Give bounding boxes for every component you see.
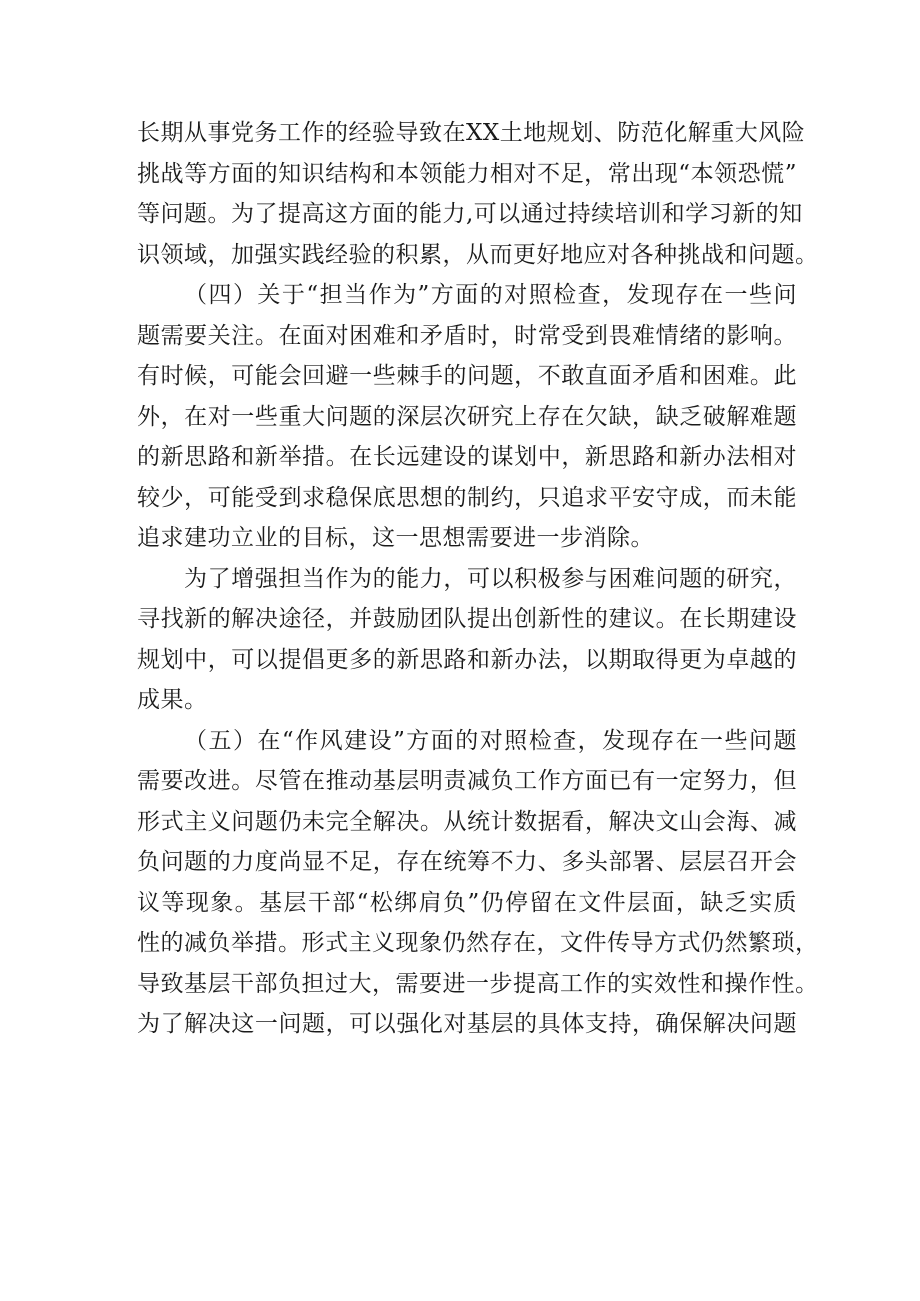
document-body [137, 113, 819, 1045]
text-line: 成果。 [137, 687, 208, 713]
text-line: 负问题的力度尚显不足，存在统筹不力、多头部署、层层召开会 [137, 849, 797, 875]
text-line: 长期从事党务工作的经验导致在XX土地规划、防范化解重大风险 [137, 120, 806, 146]
text-line: 的新思路和新举措。在长远建设的谋划中，新思路和新办法相对 [137, 444, 797, 470]
text-line: 识领域，加强实践经验的积累，从而更好地应对各种挑战和问题。 [137, 241, 819, 268]
text-line: 有时候，可能会回避一些棘手的问题，不敢直面矛盾和困难。此 [137, 363, 797, 389]
text-line: 题需要关注。在面对困难和矛盾时，时常受到畏难情绪的影响。 [137, 322, 797, 349]
paragraph-heading-line: （四）关于“担当作为”方面的对照检查，发现存在一些问 [184, 282, 797, 308]
text-line: 追求建功立业的目标，这一思想需要进一步消除。 [137, 525, 654, 551]
text-line: 等问题。为了提高这方面的能力,可以通过持续培训和学习新的知 [137, 201, 803, 227]
text-line: 规划中，可以提倡更多的新思路和新办法，以期取得更为卓越的 [137, 646, 797, 673]
text-line: 议等现象。基层干部“松绑肩负”仍停留在文件层面，缺乏实质 [137, 889, 797, 916]
text-line: 寻找新的解决途径，并鼓励团队提出创新性的建议。在长期建设 [137, 606, 797, 632]
text-line: 较少，可能受到求稳保底思想的制约，只追求平安守成，而未能 [137, 484, 797, 511]
text-line: 为了解决这一问题，可以强化对基层的具体支持，确保解决问题 [137, 1011, 797, 1037]
paragraph-heading-line: （五）在“作风建设”方面的对照检查，发现存在一些问题 [184, 727, 797, 754]
text-line: 导致基层干部负担过大，需要进一步提高工作的实效性和操作性。 [137, 970, 819, 997]
text-line: 形式主义问题仍未完全解决。从统计数据看，解决文山会海、减 [137, 808, 797, 835]
text-line: 性的减负举措。形式主义现象仍然存在，文件传导方式仍然繁琐， [137, 930, 819, 956]
text-line: 外，在对一些重大问题的深层次研究上存在欠缺，缺乏破解难题 [137, 403, 797, 430]
text-line: 需要改进。尽管在推动基层明责减负工作方面已有一定努力，但 [137, 768, 797, 794]
paragraph-first-line: 为了增强担当作为的能力，可以积极参与困难问题的研究， [184, 565, 797, 592]
text-line: 挑战等方面的知识结构和本领能力相对不足，常出现“本领恐慌” [137, 160, 797, 187]
